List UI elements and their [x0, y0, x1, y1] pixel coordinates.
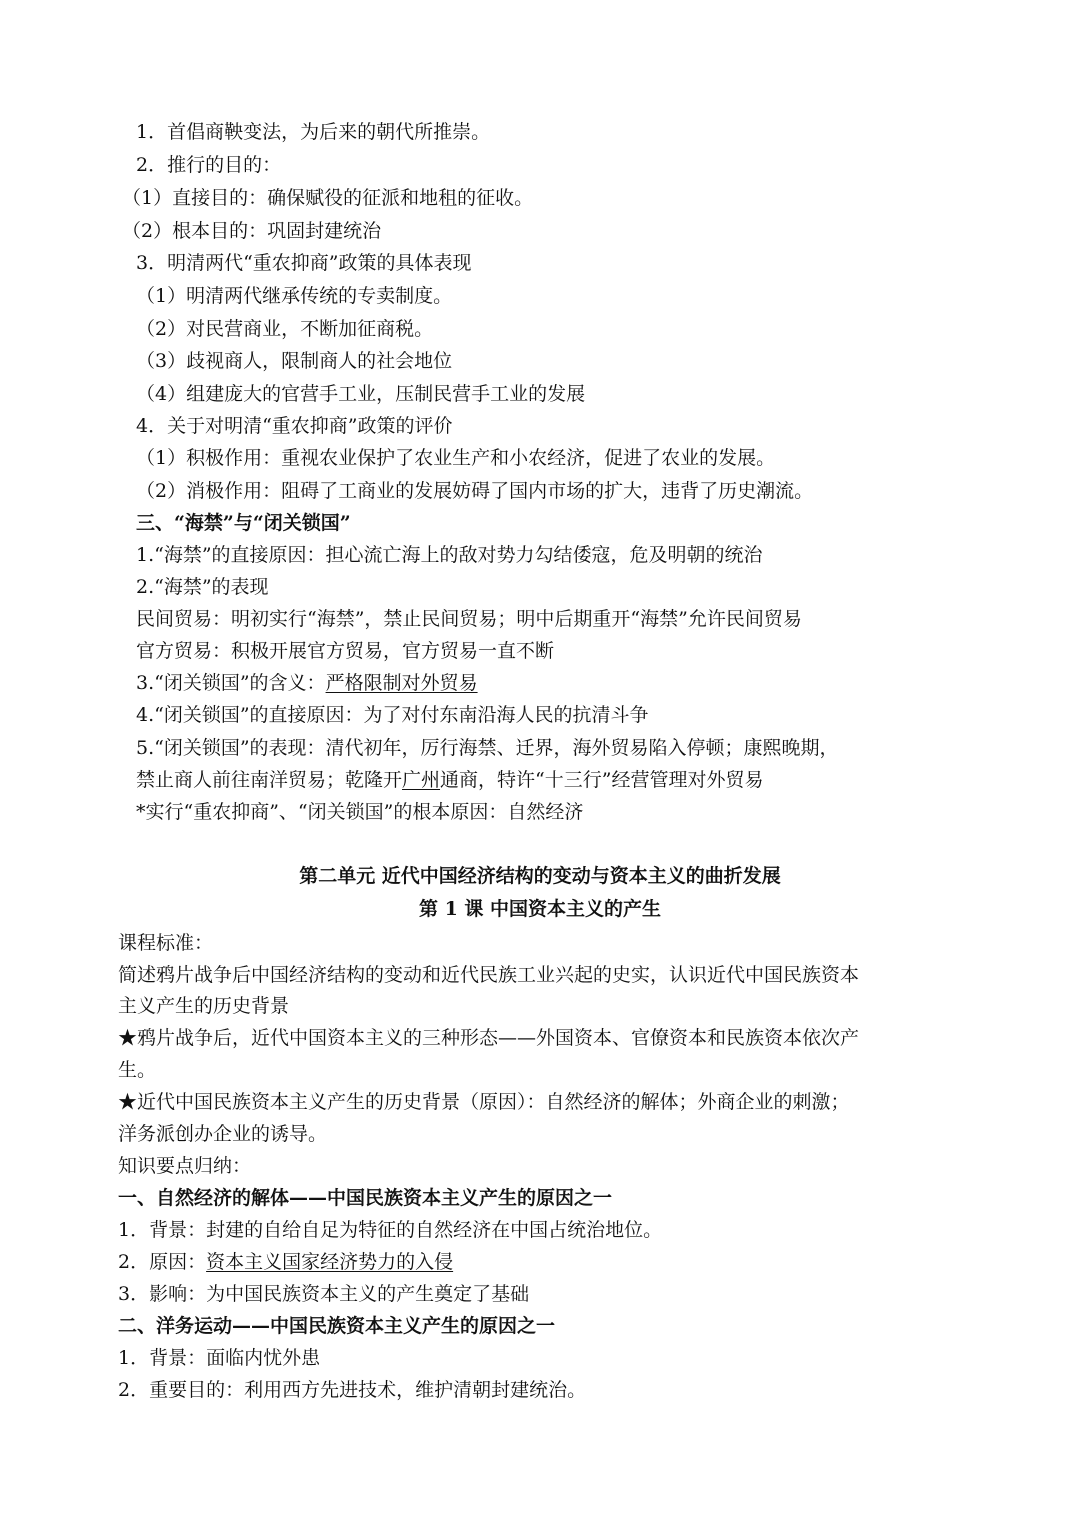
text-line: 3．明清两代“重农抑商”政策的具体表现 [136, 252, 472, 274]
text-line: 洋务派创办企业的诱导。 [118, 1123, 328, 1145]
text-line: （3）歧视商人，限制商人的社会地位 [136, 350, 453, 372]
lesson-title: 第 1 课 中国资本主义的产生 [418, 898, 662, 920]
text-line: 1.“海禁”的直接原因：担心流亡海上的敌对势力勾结倭寇，危及明朝的统治 [136, 544, 763, 566]
text-line: （4）组建庞大的官营手工业，压制民营手工业的发展 [136, 383, 586, 405]
text-span: 禁止商人前往南洋贸易；乾隆开 [136, 769, 403, 791]
text-line: 民间贸易：明初实行“海禁”，禁止民间贸易；明中后期重开“海禁”允许民间贸易 [136, 608, 802, 630]
section-heading: 一、自然经济的解体——中国民族资本主义产生的原因之一 [118, 1187, 613, 1209]
section-heading: 二、洋务运动——中国民族资本主义产生的原因之一 [118, 1315, 556, 1337]
text-line: （1）直接目的：确保赋役的征派和地租的征收。 [122, 187, 534, 209]
underlined-text: 资本主义国家经济势力的入侵 [206, 1251, 454, 1273]
text-line: 课程标准： [118, 932, 214, 954]
section-heading: 三、“海禁”与“闭关锁国” [136, 512, 351, 534]
text-span: 2．原因： [118, 1251, 207, 1273]
text-line: 知识要点归纳： [118, 1155, 252, 1177]
text-line: 4．关于对明清“重农抑商”政策的评价 [136, 415, 453, 437]
text-span: 通商，特许“十三行”经营管理对外贸易 [440, 769, 764, 791]
text-line: （2）消极作用：阻碍了工商业的发展妨碍了国内市场的扩大，违背了历史潮流。 [136, 480, 814, 502]
text-line: 4.“闭关锁国”的直接原因：为了对付东南沿海人民的抗清斗争 [136, 704, 649, 726]
text-line: 生。 [118, 1059, 157, 1081]
text-line [136, 766, 763, 794]
text-line: *实行“重农抑商”、“闭关锁国”的根本原因：自然经济 [136, 801, 584, 823]
text-line: （2）根本目的：巩固封建统治 [122, 220, 382, 242]
text-line: 2．推行的目的： [136, 154, 282, 176]
text-line: （1）积极作用：重视农业保护了农业生产和小农经济，促进了农业的发展。 [136, 447, 776, 469]
text-line [118, 1248, 453, 1276]
text-span: 3.“闭关锁国”的含义： [136, 672, 326, 694]
text-line: ★近代中国民族资本主义产生的历史背景（原因）：自然经济的解体；外商企业的刺激； [118, 1091, 850, 1113]
unit-title: 第二单元 近代中国经济结构的变动与资本主义的曲折发展 [299, 865, 781, 887]
text-line: 官方贸易：积极开展官方贸易，官方贸易一直不断 [136, 640, 555, 662]
text-line: 简述鸦片战争后中国经济结构的变动和近代民族工业兴起的史实，认识近代中国民族资本 [118, 964, 860, 986]
underlined-text: 严格限制对外贸易 [325, 672, 478, 694]
underlined-text: 广州 [402, 769, 441, 791]
text-line: （1）明清两代继承传统的专卖制度。 [136, 285, 453, 307]
text-line: 5.“闭关锁国”的表现：清代初年，厉行海禁、迁界，海外贸易陷入停顿；康熙晚期， [136, 737, 839, 759]
text-line: 3．影响：为中国民族资本主义的产生奠定了基础 [118, 1283, 530, 1305]
text-line: 1．背景：面临内忧外患 [118, 1347, 321, 1369]
text-line: ★鸦片战争后，近代中国资本主义的三种形态——外国资本、官僚资本和民族资本依次产 [118, 1027, 860, 1049]
text-line: 2.“海禁”的表现 [136, 576, 269, 598]
text-line: 2．重要目的：利用西方先进技术，维护清朝封建统治。 [118, 1379, 587, 1401]
text-line [136, 669, 478, 697]
text-line: （2）对民营商业，不断加征商税。 [136, 318, 434, 340]
text-line: 主义产生的历史背景 [118, 995, 290, 1017]
text-line: 1．背景：封建的自给自足为特征的自然经济在中国占统治地位。 [118, 1219, 663, 1241]
text-line: 1．首倡商鞅变法，为后来的朝代所推崇。 [136, 121, 491, 143]
